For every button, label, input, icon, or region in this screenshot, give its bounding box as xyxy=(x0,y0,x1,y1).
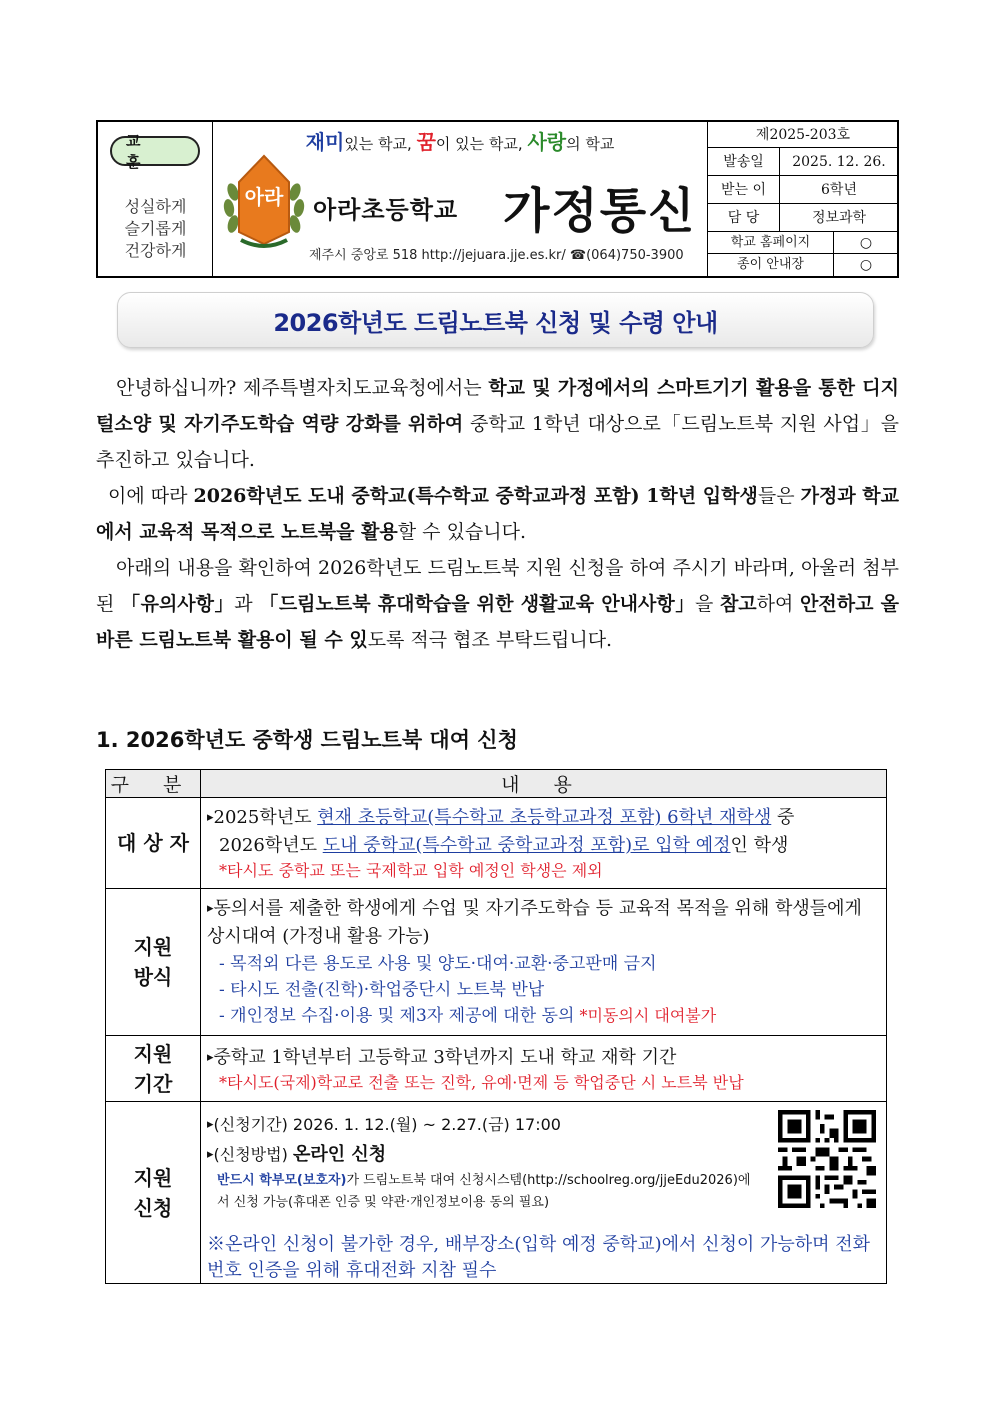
row-label-line: 지원 xyxy=(133,1041,173,1066)
row-label-line: 기간 xyxy=(133,1071,173,1096)
slogan-text: 의 학교 xyxy=(566,135,615,153)
table-row-target xyxy=(106,798,887,889)
slogan-text: 있는 학교, xyxy=(344,135,417,153)
apply-note xyxy=(207,1170,767,1192)
text-run: 이에 따라 xyxy=(108,485,194,507)
text-run: 할 수 있습니다. xyxy=(397,521,527,543)
school-emblem-icon xyxy=(219,152,309,252)
text-run-bold: 「드림노트북 휴대학습을 위한 생활교육 안내사항」 xyxy=(259,593,695,615)
sub-item: - 목적외 다른 용도로 사용 및 양도·대여·교환·중고판매 금지 xyxy=(219,954,657,974)
text-line: ▸ 동의서를 제출한 학생에게 수업 및 자기주도학습 등 교육적 목적을 위해 학생들에게 상시대여 (가정내 활용 가능) xyxy=(207,895,876,951)
apply-method xyxy=(207,1140,767,1170)
apply-details xyxy=(207,1110,767,1214)
text-line: ▸ 중학교 1학년부터 고등학교 3학년까지 도내 학교 재학 기간 xyxy=(207,1044,876,1072)
text-run: 중 xyxy=(771,807,795,828)
text-run: 가 드림노트북 대여 신청시스템(http://schoolreg.org/jjeEdu2026)에 xyxy=(346,1173,751,1188)
row-content xyxy=(201,1102,887,1284)
text-run-underlined: 도내 중학교(특수학교 중학교과정 포함)로 입학 예정 xyxy=(322,835,731,856)
row-label-line: 지원 xyxy=(133,1165,173,1190)
text-run: 안녕하십니까? 제주특별자치도교육청에서는 xyxy=(116,377,489,399)
issue-number: 제2025-203호 xyxy=(708,122,898,148)
qr-code-icon[interactable] xyxy=(778,1110,876,1208)
text-run-bold: 2026학년도 도내 중학교(특수학교 중학교과정 포함) 1학년 입학생 xyxy=(193,485,758,507)
text-run-bold: 학교 및 가정에서의 스마트기기 활용을 통한 디지털소양 및 자기주도학습 역량 강화를 위하여 xyxy=(96,377,899,435)
emblem-lettering: 아라 xyxy=(244,185,284,209)
intro-paragraph xyxy=(96,370,899,478)
text-run-bold: 「유의사항」 xyxy=(121,593,235,615)
info-value: 2025. 12. 26. xyxy=(792,154,886,170)
newsletter-name: 가정통신 xyxy=(503,183,697,239)
application-table xyxy=(105,769,887,1284)
offline-apply-note: ※온라인 신청이 불가한 경우, 배부장소(입학 예정 중학교)에서 신청이 가능하며 전화번호 인증을 위해 휴대전화 지참 필수 xyxy=(207,1234,871,1281)
note-text: *타시도 중학교 또는 국제학교 입학 예정인 학생은 제외 xyxy=(219,861,603,880)
row-label: 대 상 자 xyxy=(106,798,201,889)
request-paragraph xyxy=(96,550,899,658)
text-run-underlined: 현재 초등학교(특수학교 초등학교과정 포함) 6학년 재학생 xyxy=(317,807,772,828)
table-row-period xyxy=(106,1036,887,1102)
motto-badge: 교 훈 xyxy=(110,136,200,166)
info-value: 6학년 xyxy=(821,182,857,198)
slogan-word: 재미 xyxy=(305,130,345,154)
channel-mark: ○ xyxy=(859,235,873,251)
section-heading: 1. 2026학년도 중학생 드림노트북 대여 신청 xyxy=(96,728,518,752)
motto-line: 건강하게 xyxy=(124,241,187,260)
text-run: 인 학생 xyxy=(730,835,789,856)
channel-key: 학교 홈페이지 xyxy=(708,232,834,253)
text-line xyxy=(207,804,876,832)
motto-line: 슬기롭게 xyxy=(124,219,187,238)
slogan-word: 사랑 xyxy=(527,130,567,154)
row-label xyxy=(106,1036,201,1102)
column-header-content: 내 용 xyxy=(201,770,887,798)
info-key: 발송일 xyxy=(708,148,780,175)
info-value: 정보과학 xyxy=(811,210,867,226)
text-run-bold: 가정과 학교에서 교육적 목적으로 노트북을 활용 xyxy=(96,485,900,543)
info-row-manager xyxy=(708,204,898,232)
note-text: *미동의시 대여불가 xyxy=(574,1006,717,1025)
text-run: - 개인정보 수집·이용 및 제3자 제공에 대한 동의 xyxy=(219,1006,575,1026)
note-text: *타시도(국제)학교로 전출 또는 진학, 유예·면제 등 학업중단 시 노트북 반납 xyxy=(219,1072,744,1092)
text-run-bold: 반드시 학부모(보호자) xyxy=(217,1173,347,1188)
row-label-line: 지원 xyxy=(133,935,173,959)
text-run: (신청방법) xyxy=(213,1145,293,1164)
row-content xyxy=(201,798,887,889)
channel-key: 종이 안내장 xyxy=(708,254,834,276)
row-content xyxy=(201,1036,887,1102)
table-row-apply xyxy=(106,1102,887,1284)
row-label xyxy=(106,889,201,1036)
column-header-category: 구 분 xyxy=(106,770,201,798)
motto-panel xyxy=(98,122,213,276)
motto-line: 성실하게 xyxy=(124,197,187,216)
text-run: 아래의 내용을 확인하여 2026학년도 드림노트북 지원 신청을 하여 주시기 바라며, 아울러 첨부된 xyxy=(96,557,899,615)
row-label-line: 방식 xyxy=(133,965,173,989)
row-content xyxy=(201,889,887,1036)
text-run: 하여 xyxy=(756,593,801,615)
slogan-word: 꿈 xyxy=(416,130,436,154)
channel-row-homepage xyxy=(708,232,898,254)
table-row-method xyxy=(106,889,887,1036)
info-key: 받는 이 xyxy=(708,176,780,203)
issue-info-panel xyxy=(707,122,897,276)
apply-period: ▸ (신청기간) 2026. 1. 12.(월) ~ 2.27.(금) 17:00 xyxy=(207,1110,767,1140)
text-run: 도록 적극 협조 부탁드립니다. xyxy=(367,629,613,651)
info-key: 담 당 xyxy=(708,204,780,231)
info-row-date xyxy=(708,148,898,176)
row-label-line: 신청 xyxy=(133,1195,173,1220)
sub-item: - 타시도 전출(진학)·학업중단시 노트북 반납 xyxy=(219,980,545,1000)
text-run: 과 xyxy=(234,593,260,615)
text-run: 2025학년도 xyxy=(213,807,318,828)
text-run: 들은 xyxy=(757,485,801,507)
info-row-recipient xyxy=(708,176,898,204)
eligibility-paragraph xyxy=(96,478,899,550)
newsletter-header xyxy=(96,120,899,278)
text-run-bold: 안전하고 올바른 드림노트북 활용이 될 수 있 xyxy=(96,593,899,651)
channel-mark: ○ xyxy=(859,257,873,273)
slogan-text: 이 있는 학교, xyxy=(435,135,528,153)
text-run: 을 xyxy=(694,593,720,615)
text-line xyxy=(207,832,876,860)
school-address: 제주시 중앙로 518 http://jejuara.jje.es.kr/ ☎(064)750-3900 xyxy=(309,248,684,263)
school-slogan xyxy=(213,126,707,155)
text-run: 중학교 1학년 대상으로「드림노트북 지원 사업」을 추진하고 있습니다. xyxy=(96,413,900,471)
text-run-bold: 온라인 신청 xyxy=(292,1144,387,1165)
page-title: 2026학년도 드림노트북 신청 및 수령 안내 xyxy=(117,292,874,348)
apply-note: 서 신청 가능(휴대폰 인증 및 약관·개인정보이용 동의 필요) xyxy=(217,1195,550,1210)
school-name: 아라초등학교 xyxy=(313,196,459,224)
row-label xyxy=(106,1102,201,1284)
text-run: 2026학년도 xyxy=(219,835,323,856)
table-header-row xyxy=(106,770,887,798)
channel-row-paper xyxy=(708,254,898,276)
text-run-bold: 참고 xyxy=(719,593,757,615)
masthead xyxy=(213,122,707,276)
sub-item xyxy=(207,1003,876,1029)
